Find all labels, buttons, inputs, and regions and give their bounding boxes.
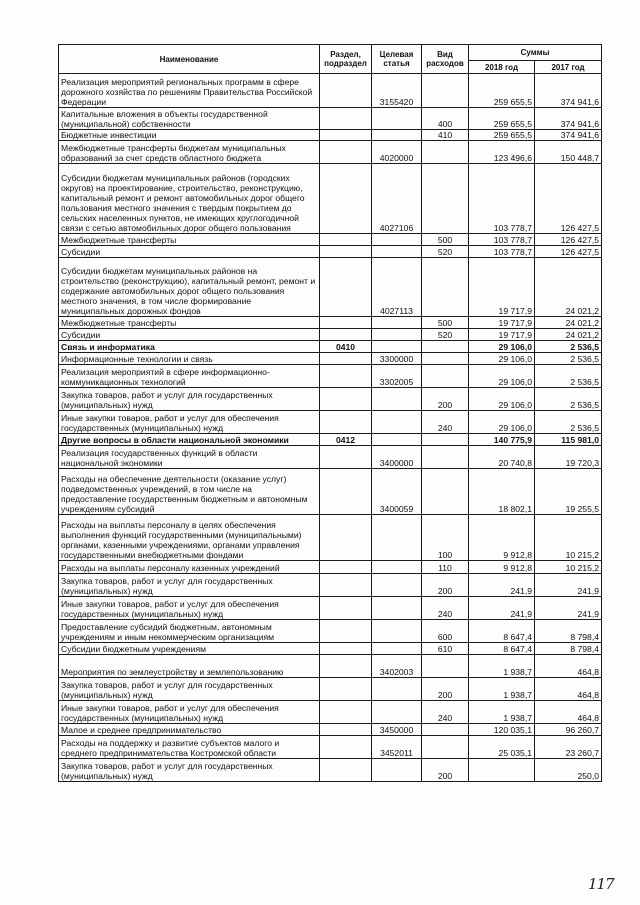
cell-type: 200 (422, 574, 469, 597)
cell-target: 3452011 (372, 736, 422, 759)
table-row (59, 353, 602, 365)
table-row (59, 469, 602, 515)
table-row (59, 411, 602, 434)
cell-sum-2018: 1 938,7 (469, 701, 535, 724)
cell-target: 3402003 (372, 655, 422, 678)
cell-sum-2018: 25 035,1 (469, 736, 535, 759)
cell-section (320, 643, 372, 655)
cell-sum-2018: 19 717,9 (469, 329, 535, 341)
cell-sum-2017: 24 021,2 (535, 317, 602, 329)
cell-target (372, 234, 422, 246)
table-header (59, 45, 602, 74)
cell-sum-2017: 24 021,2 (535, 329, 602, 341)
cell-type: 520 (422, 246, 469, 258)
table-row (59, 164, 602, 234)
cell-target (372, 130, 422, 141)
cell-sum-2017: 10 215,2 (535, 561, 602, 574)
cell-target: 4027113 (372, 258, 422, 317)
cell-target (372, 701, 422, 724)
cell-name: Иные закупки товаров, работ и услуг для обеспечения государственных (муниципальных) нужд (59, 597, 320, 620)
cell-sum-2017: 250,0 (535, 759, 602, 782)
cell-type: 500 (422, 234, 469, 246)
page-number: 117 (588, 875, 614, 893)
cell-section (320, 246, 372, 258)
header-year-2018: 2018 год (469, 61, 535, 74)
cell-type (422, 736, 469, 759)
cell-sum-2017: 374 941,6 (535, 74, 602, 108)
header-type: Вид расходов (422, 45, 469, 74)
table-row (59, 724, 602, 736)
cell-type (422, 446, 469, 469)
cell-section (320, 597, 372, 620)
cell-sum-2018: 259 655,5 (469, 130, 535, 141)
cell-section (320, 388, 372, 411)
cell-target (372, 329, 422, 341)
cell-type: 610 (422, 643, 469, 655)
cell-section (320, 353, 372, 365)
cell-sum-2017: 2 536,5 (535, 353, 602, 365)
cell-section (320, 365, 372, 388)
cell-target: 4027106 (372, 164, 422, 234)
table-row (59, 574, 602, 597)
cell-sum-2018: 29 106,0 (469, 388, 535, 411)
cell-target: 3400000 (372, 446, 422, 469)
cell-sum-2017: 464,8 (535, 655, 602, 678)
cell-sum-2018: 120 035,1 (469, 724, 535, 736)
cell-sum-2018: 140 775,9 (469, 434, 535, 446)
cell-section (320, 620, 372, 643)
cell-section: 0412 (320, 434, 372, 446)
cell-section (320, 678, 372, 701)
cell-target (372, 574, 422, 597)
table-row (59, 736, 602, 759)
cell-section (320, 164, 372, 234)
cell-sum-2017: 19 720,3 (535, 446, 602, 469)
table-row (59, 246, 602, 258)
cell-type: 240 (422, 411, 469, 434)
cell-target: 3302005 (372, 365, 422, 388)
cell-target: 4020000 (372, 141, 422, 164)
cell-sum-2018: 19 717,9 (469, 317, 535, 329)
cell-name: Капитальные вложения в объекты государственной (муниципальной) собственности (59, 108, 320, 130)
cell-sum-2017: 374 941,6 (535, 130, 602, 141)
cell-name: Субсидии (59, 329, 320, 341)
cell-sum-2017: 464,8 (535, 678, 602, 701)
cell-type (422, 365, 469, 388)
cell-name: Реализация мероприятий региональных программ в сфере дорожного хозяйства по решениям Правительства Российской Федерации (59, 74, 320, 108)
cell-type (422, 469, 469, 515)
cell-type: 100 (422, 515, 469, 561)
table-row (59, 234, 602, 246)
cell-section (320, 574, 372, 597)
cell-sum-2017: 126 427,5 (535, 234, 602, 246)
table-row (59, 643, 602, 655)
table-row (59, 434, 602, 446)
cell-name: Другие вопросы в области национальной экономики (59, 434, 320, 446)
cell-target (372, 678, 422, 701)
table-row (59, 365, 602, 388)
table-row (59, 446, 602, 469)
cell-target: 3300000 (372, 353, 422, 365)
budget-table (58, 44, 602, 782)
header-name: Наименование (59, 45, 320, 74)
table-row (59, 759, 602, 782)
table-body (59, 74, 602, 782)
cell-target (372, 341, 422, 353)
table-row (59, 317, 602, 329)
cell-target (372, 411, 422, 434)
cell-sum-2017: 115 981,0 (535, 434, 602, 446)
cell-target (372, 597, 422, 620)
cell-name: Мероприятия по землеустройству и землепользованию (59, 655, 320, 678)
cell-target: 3400059 (372, 469, 422, 515)
cell-sum-2018: 103 778,7 (469, 234, 535, 246)
cell-type: 200 (422, 388, 469, 411)
cell-type (422, 434, 469, 446)
table-row (59, 701, 602, 724)
cell-target (372, 246, 422, 258)
cell-type (422, 258, 469, 317)
cell-sum-2018: 29 106,0 (469, 365, 535, 388)
cell-sum-2018: 9 912,8 (469, 561, 535, 574)
cell-sum-2017: 150 448,7 (535, 141, 602, 164)
cell-target (372, 643, 422, 655)
cell-name: Субсидии бюджетным учреждениям (59, 643, 320, 655)
cell-sum-2017: 241,9 (535, 574, 602, 597)
cell-target (372, 620, 422, 643)
cell-target (372, 759, 422, 782)
cell-name: Межбюджетные трансферты бюджетам муниципальных образований за счет средств областного бюджета (59, 141, 320, 164)
table-row (59, 561, 602, 574)
header-year-2017: 2017 год (535, 61, 602, 74)
cell-sum-2017: 126 427,5 (535, 164, 602, 234)
cell-type: 410 (422, 130, 469, 141)
cell-sum-2018: 241,9 (469, 597, 535, 620)
cell-sum-2018: 8 647,4 (469, 643, 535, 655)
cell-section: 0410 (320, 341, 372, 353)
cell-name: Расходы на обеспечение деятельности (оказание услуг) подведомственных учреждений, в том числе на предоставление государственным бюджетным и автономным учреждениям субсидий (59, 469, 320, 515)
cell-sum-2017: 10 215,2 (535, 515, 602, 561)
cell-name: Реализация государственных функций в области национальной экономики (59, 446, 320, 469)
cell-sum-2018: 1 938,7 (469, 655, 535, 678)
cell-section (320, 141, 372, 164)
cell-sum-2017: 2 536,5 (535, 411, 602, 434)
cell-target (372, 561, 422, 574)
cell-section (320, 701, 372, 724)
cell-name: Расходы на поддержку и развитие субъектов малого и среднего предпринимательства Костромской области (59, 736, 320, 759)
cell-type: 240 (422, 701, 469, 724)
cell-type: 200 (422, 678, 469, 701)
cell-sum-2018: 259 655,5 (469, 74, 535, 108)
cell-sum-2018: 9 912,8 (469, 515, 535, 561)
cell-sum-2017: 23 260,7 (535, 736, 602, 759)
cell-section (320, 130, 372, 141)
cell-section (320, 234, 372, 246)
cell-name: Реализация мероприятий в сфере информационно-коммуникационных технологий (59, 365, 320, 388)
table-row (59, 341, 602, 353)
cell-name: Субсидии бюджетам муниципальных районов на строительство (реконструкцию), капитальный ремонт, ремонт и содержание автомобильных дорог общего пользования местного значения, в том числе формирование муниципальных дорожных фондов (59, 258, 320, 317)
cell-name: Бюджетные инвестиции (59, 130, 320, 141)
cell-sum-2018: 20 740,8 (469, 446, 535, 469)
cell-section (320, 759, 372, 782)
cell-sum-2017: 96 260,7 (535, 724, 602, 736)
cell-sum-2018: 29 106,0 (469, 341, 535, 353)
header-sums: Суммы (469, 45, 602, 61)
cell-name: Межбюджетные трансферты (59, 234, 320, 246)
cell-sum-2017: 374 941,6 (535, 108, 602, 130)
cell-sum-2018 (469, 759, 535, 782)
cell-name: Расходы на выплаты персоналу казенных учреждений (59, 561, 320, 574)
cell-section (320, 317, 372, 329)
cell-name: Предоставление субсидий бюджетным, автономным учреждениям и иным некоммерческим организациям (59, 620, 320, 643)
cell-target (372, 515, 422, 561)
cell-sum-2018: 103 778,7 (469, 246, 535, 258)
cell-name: Закупка товаров, работ и услуг для государственных (муниципальных) нужд (59, 574, 320, 597)
table-row (59, 388, 602, 411)
cell-section (320, 561, 372, 574)
cell-name: Иные закупки товаров, работ и услуг для обеспечения государственных (муниципальных) нужд (59, 701, 320, 724)
table-row (59, 130, 602, 141)
cell-sum-2018: 259 655,5 (469, 108, 535, 130)
cell-sum-2017: 8 798,4 (535, 620, 602, 643)
cell-type (422, 655, 469, 678)
cell-sum-2017: 2 536,5 (535, 388, 602, 411)
table-row (59, 515, 602, 561)
cell-type (422, 353, 469, 365)
cell-section (320, 258, 372, 317)
table-row (59, 678, 602, 701)
cell-type: 200 (422, 759, 469, 782)
cell-sum-2017: 8 798,4 (535, 643, 602, 655)
cell-sum-2017: 24 021,2 (535, 258, 602, 317)
cell-section (320, 74, 372, 108)
cell-sum-2017: 2 536,5 (535, 365, 602, 388)
table-row (59, 597, 602, 620)
header-target: Целевая статья (372, 45, 422, 74)
cell-type: 400 (422, 108, 469, 130)
cell-name: Информационные технологии и связь (59, 353, 320, 365)
cell-name: Субсидии бюджетам муниципальных районов (городских округов) на проектирование, строительство, реконструкцию, капитальный ремонт и ремонт автомобильных дорог общего пользования местного значения с твердым покрытием до сельских населенных пунктов, не имеющих круглогодичной связи с сетью автомобильных дорог общего пользования (59, 164, 320, 234)
table-row (59, 655, 602, 678)
cell-name: Расходы на выплаты персоналу в целях обеспечения выполнения функций государственными (муниципальными) органами, казенными учреждениями, органами управления государственными внебюджетными фондами (59, 515, 320, 561)
cell-type (422, 164, 469, 234)
cell-section (320, 329, 372, 341)
cell-sum-2018: 103 778,7 (469, 164, 535, 234)
cell-section (320, 655, 372, 678)
cell-sum-2018: 8 647,4 (469, 620, 535, 643)
cell-type: 600 (422, 620, 469, 643)
cell-sum-2018: 18 802,1 (469, 469, 535, 515)
cell-type: 500 (422, 317, 469, 329)
cell-type: 110 (422, 561, 469, 574)
cell-sum-2017: 126 427,5 (535, 246, 602, 258)
cell-name: Субсидии (59, 246, 320, 258)
cell-name: Закупка товаров, работ и услуг для государственных (муниципальных) нужд (59, 388, 320, 411)
table-row (59, 108, 602, 130)
cell-name: Закупка товаров, работ и услуг для государственных (муниципальных) нужд (59, 759, 320, 782)
cell-sum-2018: 123 496,6 (469, 141, 535, 164)
table-row (59, 329, 602, 341)
cell-section (320, 446, 372, 469)
cell-name: Межбюджетные трансферты (59, 317, 320, 329)
cell-sum-2017: 464,8 (535, 701, 602, 724)
cell-sum-2018: 29 106,0 (469, 353, 535, 365)
table-row (59, 141, 602, 164)
cell-sum-2017: 2 536,5 (535, 341, 602, 353)
cell-section (320, 736, 372, 759)
cell-section (320, 724, 372, 736)
cell-name: Малое и среднее предпринимательство (59, 724, 320, 736)
cell-type (422, 341, 469, 353)
cell-type (422, 141, 469, 164)
header-section: Раздел, подраздел (320, 45, 372, 74)
cell-sum-2018: 241,9 (469, 574, 535, 597)
cell-sum-2017: 19 255,5 (535, 469, 602, 515)
cell-name: Связь и информатика (59, 341, 320, 353)
cell-type: 240 (422, 597, 469, 620)
cell-name: Иные закупки товаров, работ и услуг для обеспечения государственных (муниципальных) нужд (59, 411, 320, 434)
cell-name: Закупка товаров, работ и услуг для государственных (муниципальных) нужд (59, 678, 320, 701)
cell-section (320, 411, 372, 434)
cell-sum-2018: 19 717,9 (469, 258, 535, 317)
table-row (59, 74, 602, 108)
cell-type (422, 724, 469, 736)
cell-type (422, 74, 469, 108)
cell-sum-2018: 29 106,0 (469, 411, 535, 434)
cell-section (320, 108, 372, 130)
cell-target (372, 434, 422, 446)
cell-target (372, 317, 422, 329)
table-row (59, 620, 602, 643)
cell-section (320, 515, 372, 561)
cell-target: 3450000 (372, 724, 422, 736)
cell-target (372, 388, 422, 411)
cell-section (320, 469, 372, 515)
cell-target (372, 108, 422, 130)
cell-sum-2017: 241,9 (535, 597, 602, 620)
cell-target: 3155420 (372, 74, 422, 108)
table-row (59, 258, 602, 317)
cell-type: 520 (422, 329, 469, 341)
cell-sum-2018: 1 938,7 (469, 678, 535, 701)
